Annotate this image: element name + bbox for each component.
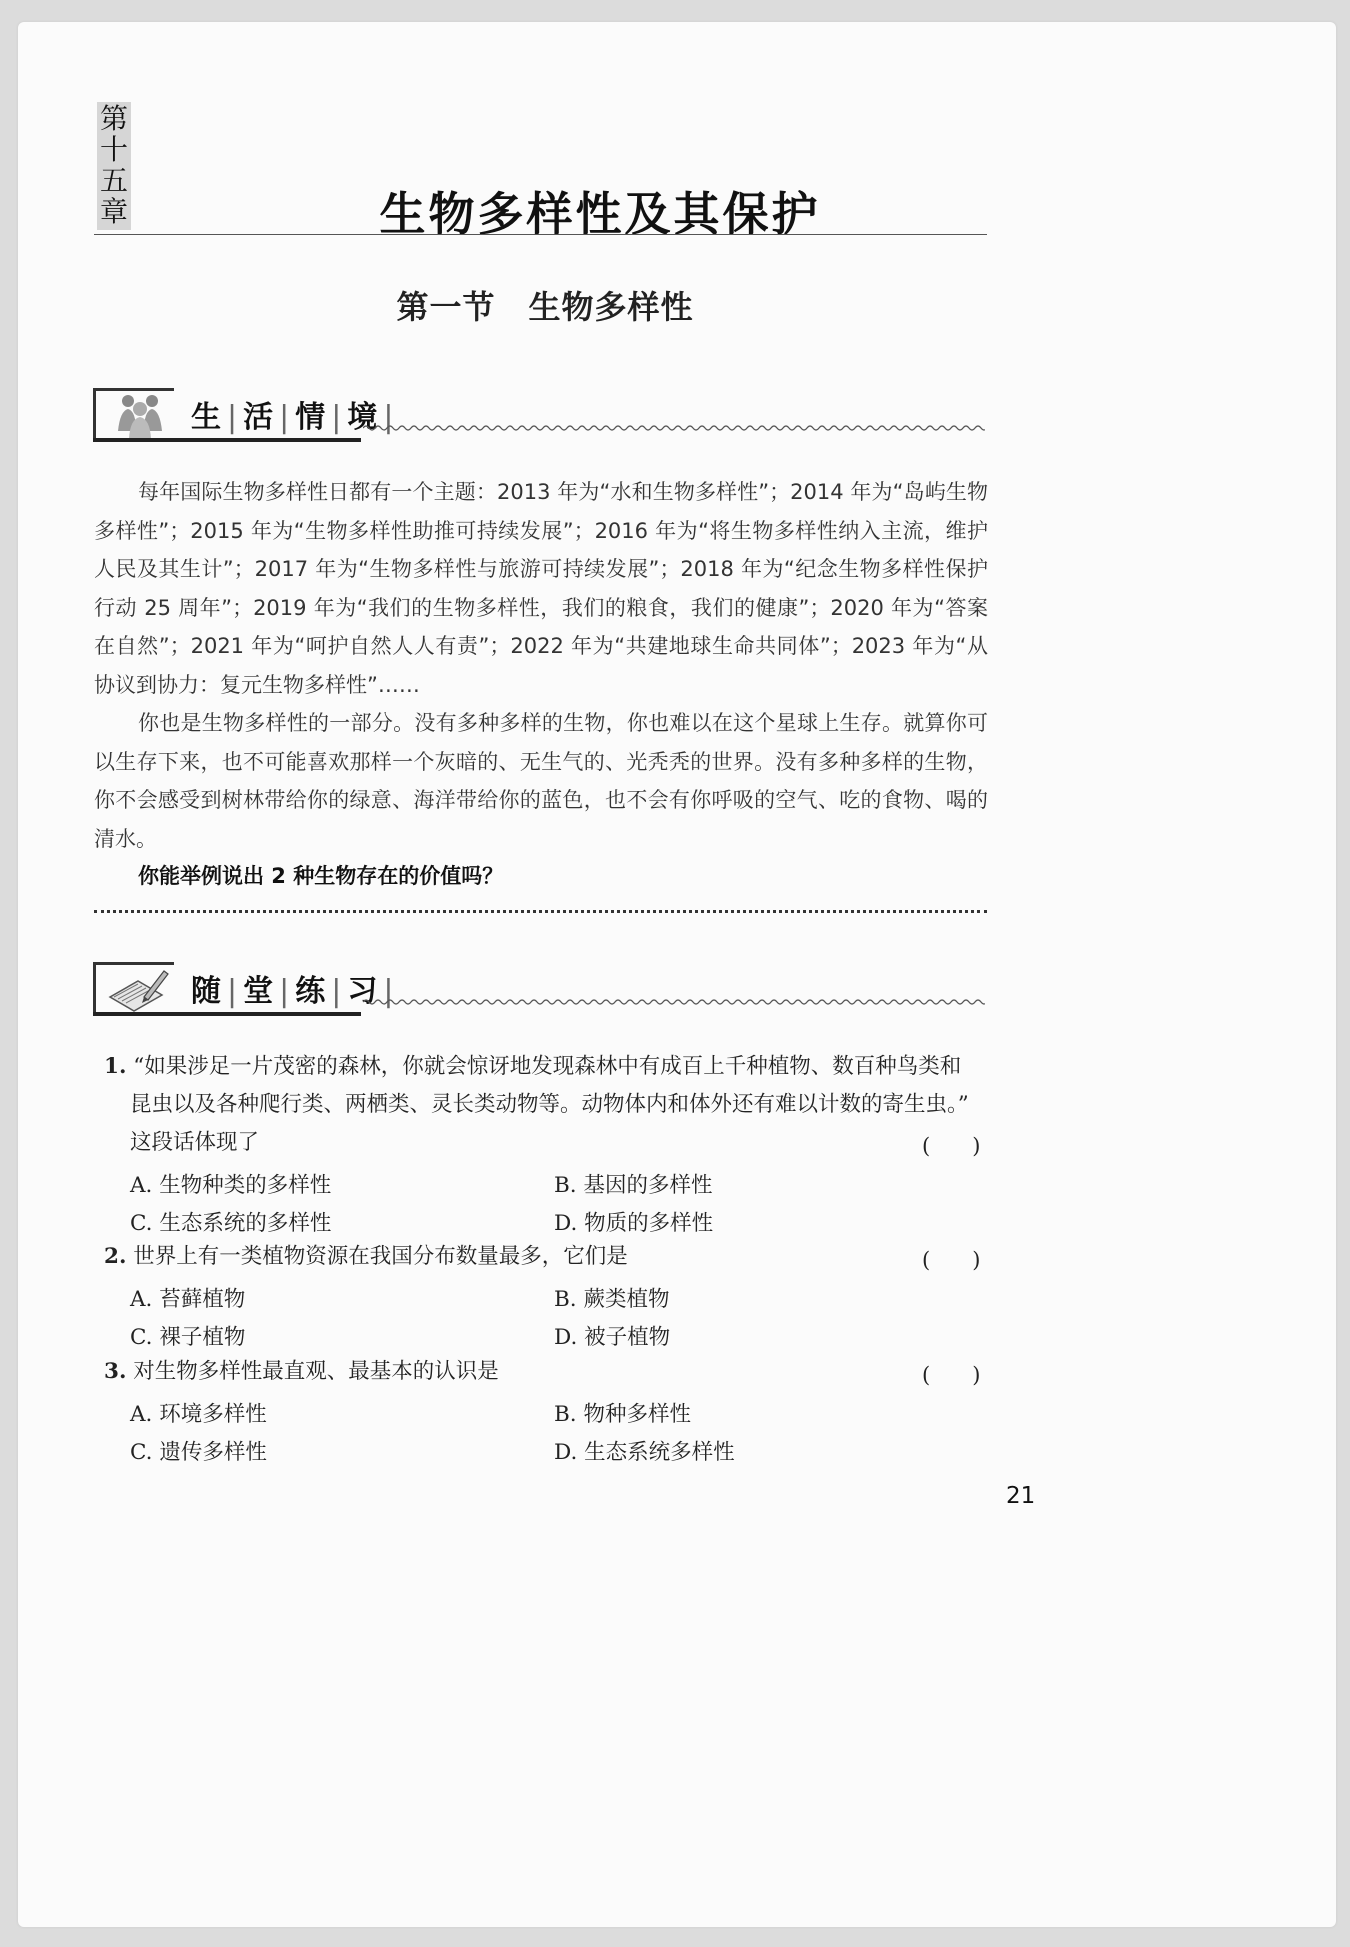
option-a[interactable]: A. 环境多样性 <box>130 1402 267 1427</box>
chapter-title: 生物多样性及其保护 <box>379 187 821 241</box>
heading-char: 情 <box>295 400 330 435</box>
chapter-label-char: 第 <box>99 102 128 135</box>
option-a[interactable]: A. 生物种类的多样性 <box>130 1173 332 1198</box>
heading-char: 随 <box>191 974 225 1009</box>
question-1-line-2: 昆虫以及各种爬行类、两栖类、灵长类动物等。动物体内和体外还有难以计数的寄生虫。” <box>130 1092 969 1117</box>
life-context-paragraph-1: 每年国际生物多样性日都有一个主题：2013 年为“水和生物多样性”；2014 年为“岛屿生物多样性”；2015 年为“生物多样性助推可持续发展”；2016 年为“将生物多样性纳入主流，维护人民及其生计”；2017 年为“生物多样性与旅游可持续发展”；2018 年为“纪念生物多样性保护行动 25 周年”；2019 年为“我们的生物多样性，我们的粮食，我们的健康”；2020 年为“答案在自然”；2021 年为“呵护自然人人有责”；2022 年为“共建地球生命共同体”；2023 年为“从协议到协力：复元生物多样性”…… <box>94 480 988 697</box>
question-number: 3. <box>104 1359 127 1384</box>
discussion-question: 你能举例说出 2 种生物存在的价值吗？ <box>138 864 504 888</box>
option-b[interactable]: B. 物种多样性 <box>554 1402 691 1427</box>
people-icon <box>110 391 170 441</box>
chapter-label-box <box>97 102 131 230</box>
heading-icon-frame <box>93 962 174 1015</box>
heading-char: 堂 <box>243 974 278 1009</box>
question-3 <box>104 1353 499 1391</box>
chapter-label-char: 五 <box>99 164 128 197</box>
heading-label: 随|堂|练|习| <box>191 974 398 1009</box>
question-1-line-1 <box>104 1048 961 1086</box>
heading-underline-bar <box>93 438 361 442</box>
heading-char: 境 <box>347 400 382 435</box>
question-number: 2. <box>104 1244 127 1269</box>
dotted-answer-line <box>94 910 987 913</box>
option-c[interactable]: C. 遗传多样性 <box>130 1440 267 1465</box>
heading-icon-frame <box>93 388 174 441</box>
wave-divider <box>363 422 985 434</box>
answer-bracket[interactable]: ( ) <box>922 1363 981 1387</box>
question-text: “如果涉足一片茂密的森林，你就会惊讶地发现森林中有成百上千种植物、数百种鸟类和 <box>133 1054 962 1079</box>
chapter-label-char: 十 <box>99 133 128 166</box>
heading-char: 生 <box>191 400 225 435</box>
option-b[interactable]: B. 蕨类植物 <box>554 1287 670 1312</box>
heading-char: 习 <box>347 974 382 1009</box>
option-d[interactable]: D. 物质的多样性 <box>554 1211 714 1236</box>
chapter-divider <box>94 234 987 235</box>
wave-divider <box>363 996 985 1008</box>
question-1-line-3: 这段话体现了 <box>130 1130 260 1155</box>
heading-char: 练 <box>295 974 330 1009</box>
question-text: 世界上有一类植物资源在我国分布数量最多，它们是 <box>133 1244 628 1269</box>
question-text: 对生物多样性最直观、最基本的认识是 <box>133 1359 499 1384</box>
option-c[interactable]: C. 生态系统的多样性 <box>130 1211 332 1236</box>
chapter-label-char: 章 <box>99 195 128 228</box>
question-2 <box>104 1238 628 1276</box>
answer-bracket[interactable]: ( ) <box>922 1134 981 1158</box>
practice-heading <box>93 962 988 1022</box>
heading-label: 生|活|情|境| <box>191 400 398 435</box>
option-b[interactable]: B. 基因的多样性 <box>554 1173 713 1198</box>
life-context-paragraph-2: 你也是生物多样性的一部分。没有多种多样的生物，你也难以在这个星球上生存。就算你可以生存下来，也不可能喜欢那样一个灰暗的、无生气的、光秃秃的世界。没有多种多样的生物，你不会感受到树林带给你的绿意、海洋带给你的蓝色，也不会有你呼吸的空气、吃的食物、喝的清水。 <box>94 711 988 851</box>
heading-char: 活 <box>243 400 278 435</box>
question-number: 1. <box>104 1054 127 1079</box>
life-context-heading <box>93 388 988 448</box>
notebook-pen-icon <box>104 967 170 1015</box>
option-a[interactable]: A. 苔藓植物 <box>130 1287 246 1312</box>
section-title: 第一节 生物多样性 <box>396 288 694 326</box>
option-d[interactable]: D. 被子植物 <box>554 1325 671 1350</box>
heading-underline-bar <box>93 1012 361 1016</box>
option-d[interactable]: D. 生态系统多样性 <box>554 1440 735 1465</box>
page-number: 21 <box>1006 1483 1036 1509</box>
option-c[interactable]: C. 裸子植物 <box>130 1325 246 1350</box>
answer-bracket[interactable]: ( ) <box>922 1248 981 1272</box>
